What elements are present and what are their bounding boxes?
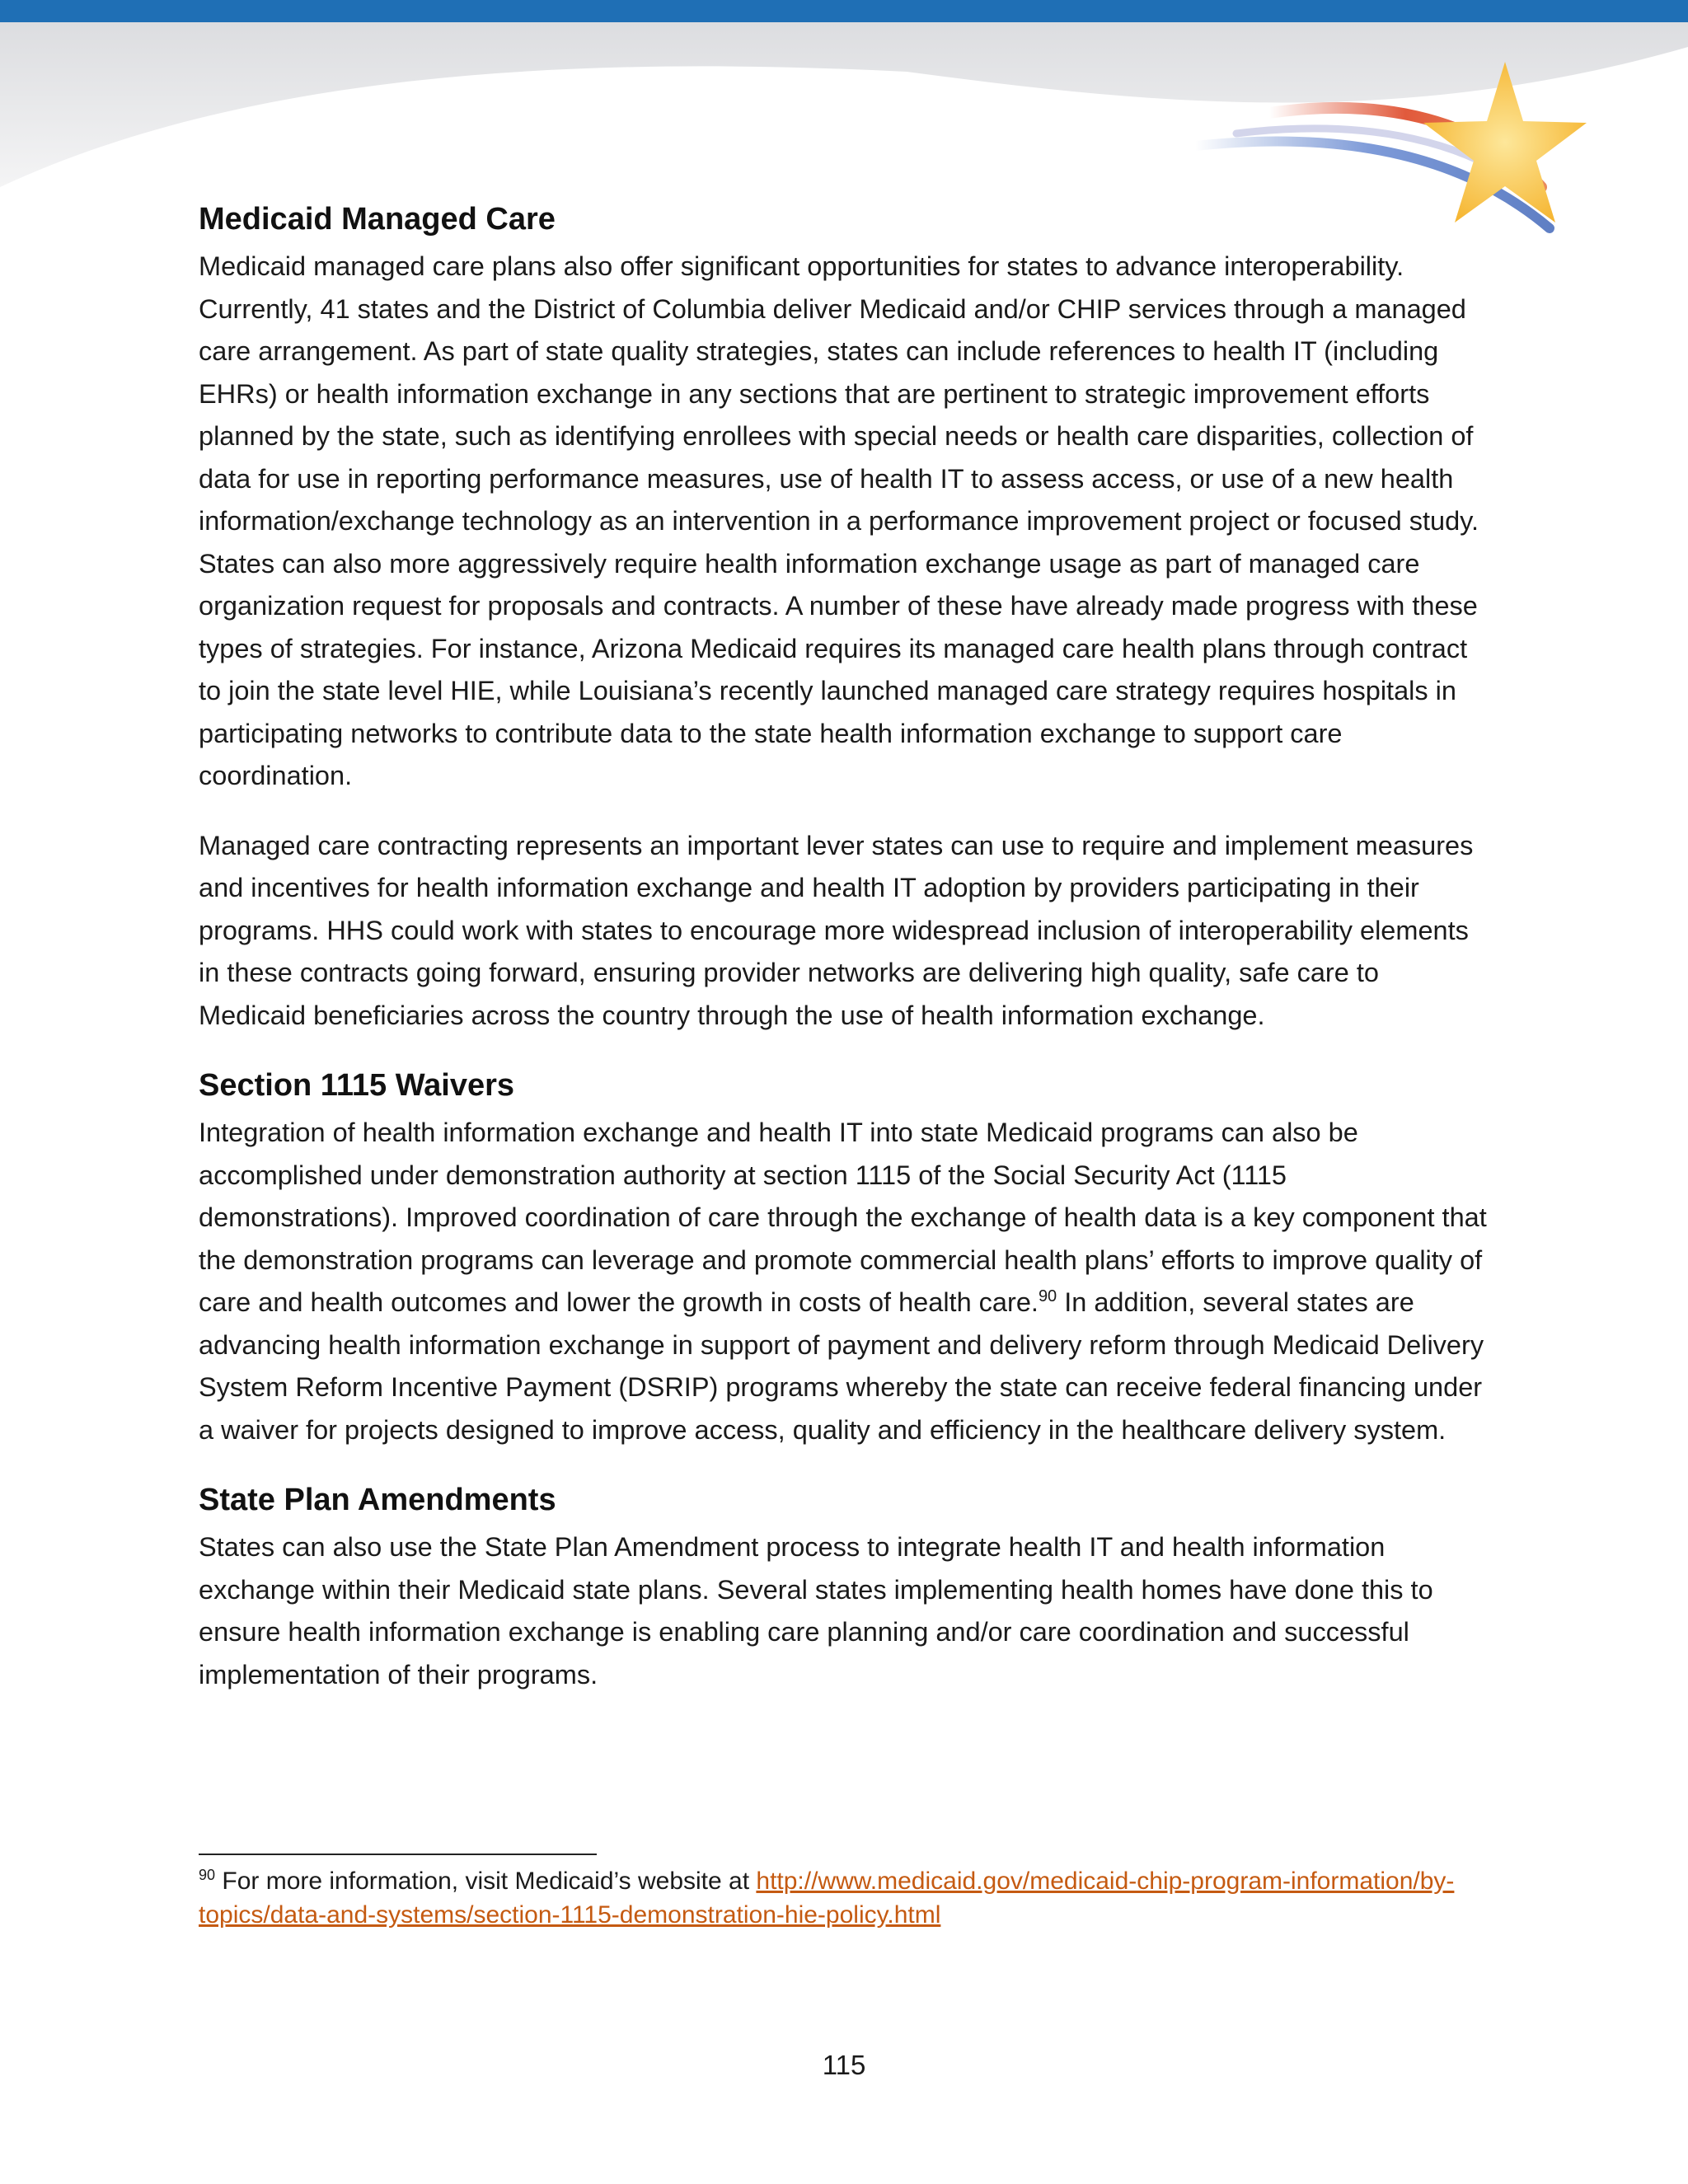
footnote-number: 90 [199, 1867, 216, 1883]
waivers-text-after-note: In addition, several states are advancing health information exchange in support of payment and delivery reform through Medicaid Delivery System Reform Incentive Payment (DSRIP) programs whereby the state can receive federal financing under a waiver for projects designed to improve access, quality and efficiency in the healthcare delivery system. [199, 1287, 1484, 1445]
managed-care-paragraph-2: Managed care contracting represents an important lever states can use to require and implement measures and incentives for health information exchange and health IT adoption by providers participating in their programs. HHS could work with states to encourage more widespread inclusion of interoperability elements in these contracts going forward, ensuring provider networks are delivering high quality, safe care to Medicaid beneficiaries across the country through the use of health information exchange. [199, 830, 1474, 1030]
footnote-separator [199, 1854, 597, 1855]
footnote-90 [199, 1864, 1501, 1932]
managed-care-paragraph-1: Medicaid managed care plans also offer significant opportunities for states to advance interoperability. Currently, 41 states and the District of Columbia deliver Medicaid and/or CHIP services through a managed care arrangement. As part of state quality strategies, states can include references to health IT (including EHRs) or health information exchange in any sections that are pertinent to strategic improvement efforts planned by the state, such as identifying enrollees with special needs or health care disparities, collection of data for use in reporting performance measures, use of health IT to assess access, or use of a new health information/exchange technology as an intervention in a performance improvement project or focused study. States can also more aggressively require health information exchange usage as part of managed care organization request for proposals and contracts. A number of these have already made progress with these types of strategies. For instance, Arizona Medicaid requires its managed care health plans through contract to join the state level HIE, while Louisiana’s recently launched managed care strategy requires hospitals in participating networks to contribute data to the state health information exchange to support care coordination. [199, 251, 1479, 790]
section-heading-1115-waivers: Section 1115 Waivers [199, 1068, 515, 1103]
section-heading-managed-care: Medicaid Managed Care [199, 202, 556, 237]
state-plan-paragraph: States can also use the State Plan Amendment process to integrate health IT and health information exchange within their Medicaid state plans. Several states implementing health homes have done this to ensure health information exchange is enabling care planning and/or care coordination and successful implementation of their programs. [199, 1532, 1433, 1690]
main-content [199, 198, 1493, 1723]
footnote-link[interactable]: http://www.medicaid.gov/medicaid-chip-program-information/by-topics/data-and-systems/section-1115-demonstration-hie-policy.html [199, 1868, 1455, 1929]
footnote-text: For more information, visit Medicaid’s website at [215, 1868, 757, 1895]
footnote-reference-90[interactable]: 90 [1038, 1287, 1057, 1306]
waivers-paragraph [199, 1112, 1493, 1451]
section-heading-state-plan-amendments: State Plan Amendments [199, 1483, 556, 1517]
top-banner-bar [0, 0, 1688, 22]
page-number: 115 [822, 2050, 866, 2080]
waivers-text-before-note: Integration of health information exchange and health IT into state Medicaid programs can also be accomplished under demonstration authority at section 1115 of the Social Security Act (1115 demonstrations). Improved coordination of care through the exchange of health data is a key component that the demonstration programs can leverage and promote commercial health plans’ efforts to improve quality of care and health outcomes and lower the growth in costs of health care. [199, 1118, 1487, 1317]
